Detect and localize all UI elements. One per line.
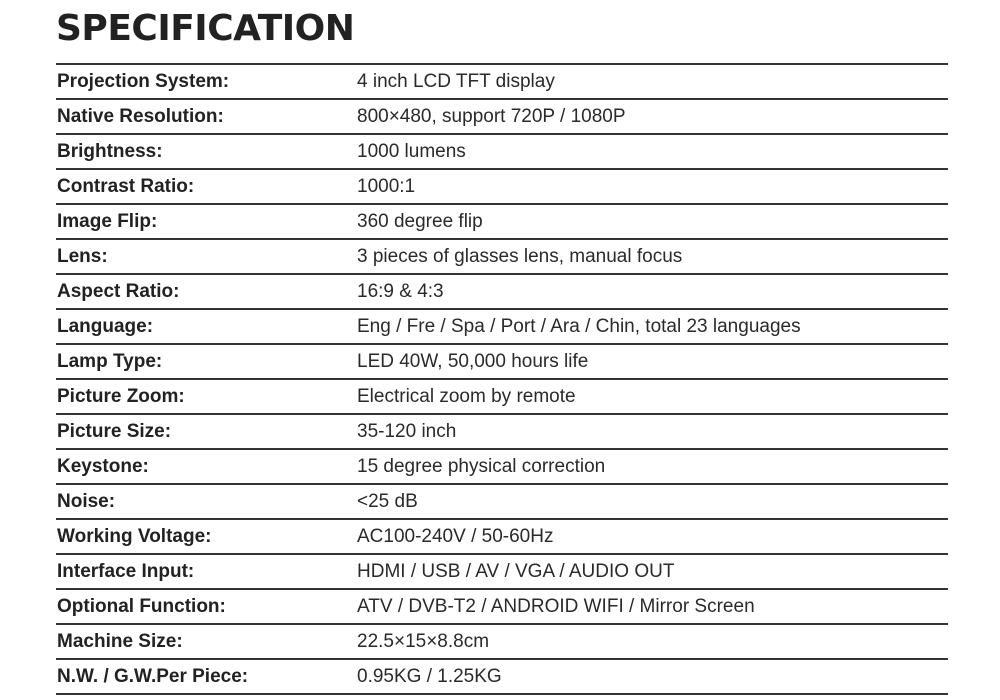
spec-row-keystone xyxy=(56,450,948,485)
spec-row-weight xyxy=(56,660,948,695)
spec-value: 3 pieces of glasses lens, manual focus xyxy=(357,246,683,267)
spec-label: Aspect Ratio: xyxy=(57,281,180,302)
spec-value: 22.5×15×8.8cm xyxy=(357,631,490,652)
spec-value: Electrical zoom by remote xyxy=(357,386,576,407)
spec-value: ATV / DVB-T2 / ANDROID WIFI / Mirror Screen xyxy=(357,596,755,617)
spec-value: AC100-240V / 50-60Hz xyxy=(357,526,554,547)
spec-row-working-voltage xyxy=(56,520,948,555)
spec-label: Picture Zoom: xyxy=(57,386,185,407)
spec-row-image-flip xyxy=(56,205,948,240)
spec-value: 16:9 & 4:3 xyxy=(357,281,444,302)
spec-label: Lamp Type: xyxy=(57,351,163,372)
spec-label: Native Resolution: xyxy=(57,106,224,127)
spec-label: Image Flip: xyxy=(57,211,158,232)
spec-label: Language: xyxy=(57,316,154,337)
spec-value: 800×480, support 720P / 1080P xyxy=(357,106,626,127)
spec-row-interface-input xyxy=(56,555,948,590)
spec-row-noise xyxy=(56,485,948,520)
spec-row-lens xyxy=(56,240,948,275)
spec-value: 0.95KG / 1.25KG xyxy=(357,666,502,687)
spec-row-language xyxy=(56,310,948,345)
page-title: SPECIFICATION xyxy=(56,8,355,49)
spec-value: 360 degree flip xyxy=(357,211,483,232)
spec-row-projection-system xyxy=(56,65,948,100)
spec-value: LED 40W, 50,000 hours life xyxy=(357,351,589,372)
spec-value: 1000 lumens xyxy=(357,141,466,162)
spec-value: 4 inch LCD TFT display xyxy=(357,71,555,92)
spec-value: HDMI / USB / AV / VGA / AUDIO OUT xyxy=(357,561,675,582)
spec-value: Eng / Fre / Spa / Port / Ara / Chin, total 23 languages xyxy=(357,316,801,337)
spec-label: N.W. / G.W.Per Piece: xyxy=(57,666,249,687)
spec-row-contrast-ratio xyxy=(56,170,948,205)
spec-label: Contrast Ratio: xyxy=(57,176,195,197)
spec-label: Optional Function: xyxy=(57,596,226,617)
spec-label: Working Voltage: xyxy=(57,526,212,547)
spec-row-picture-size xyxy=(56,415,948,450)
spec-label: Brightness: xyxy=(57,141,163,162)
spec-label: Lens: xyxy=(57,246,108,267)
spec-value: 15 degree physical correction xyxy=(357,456,606,477)
spec-label: Machine Size: xyxy=(57,631,183,652)
spec-row-machine-size xyxy=(56,625,948,660)
spec-value: 35-120 inch xyxy=(357,421,457,442)
spec-table xyxy=(56,63,948,695)
spec-label: Keystone: xyxy=(57,456,149,477)
spec-value: <25 dB xyxy=(357,491,418,512)
spec-label: Picture Size: xyxy=(57,421,172,442)
spec-value: 1000:1 xyxy=(357,176,416,197)
spec-row-brightness xyxy=(56,135,948,170)
spec-label: Interface Input: xyxy=(57,561,195,582)
spec-label: Noise: xyxy=(57,491,116,512)
spec-row-aspect-ratio xyxy=(56,275,948,310)
spec-row-picture-zoom xyxy=(56,380,948,415)
spec-row-native-resolution xyxy=(56,100,948,135)
spec-label: Projection System: xyxy=(57,71,230,92)
spec-row-optional-function xyxy=(56,590,948,625)
spec-row-lamp-type xyxy=(56,345,948,380)
